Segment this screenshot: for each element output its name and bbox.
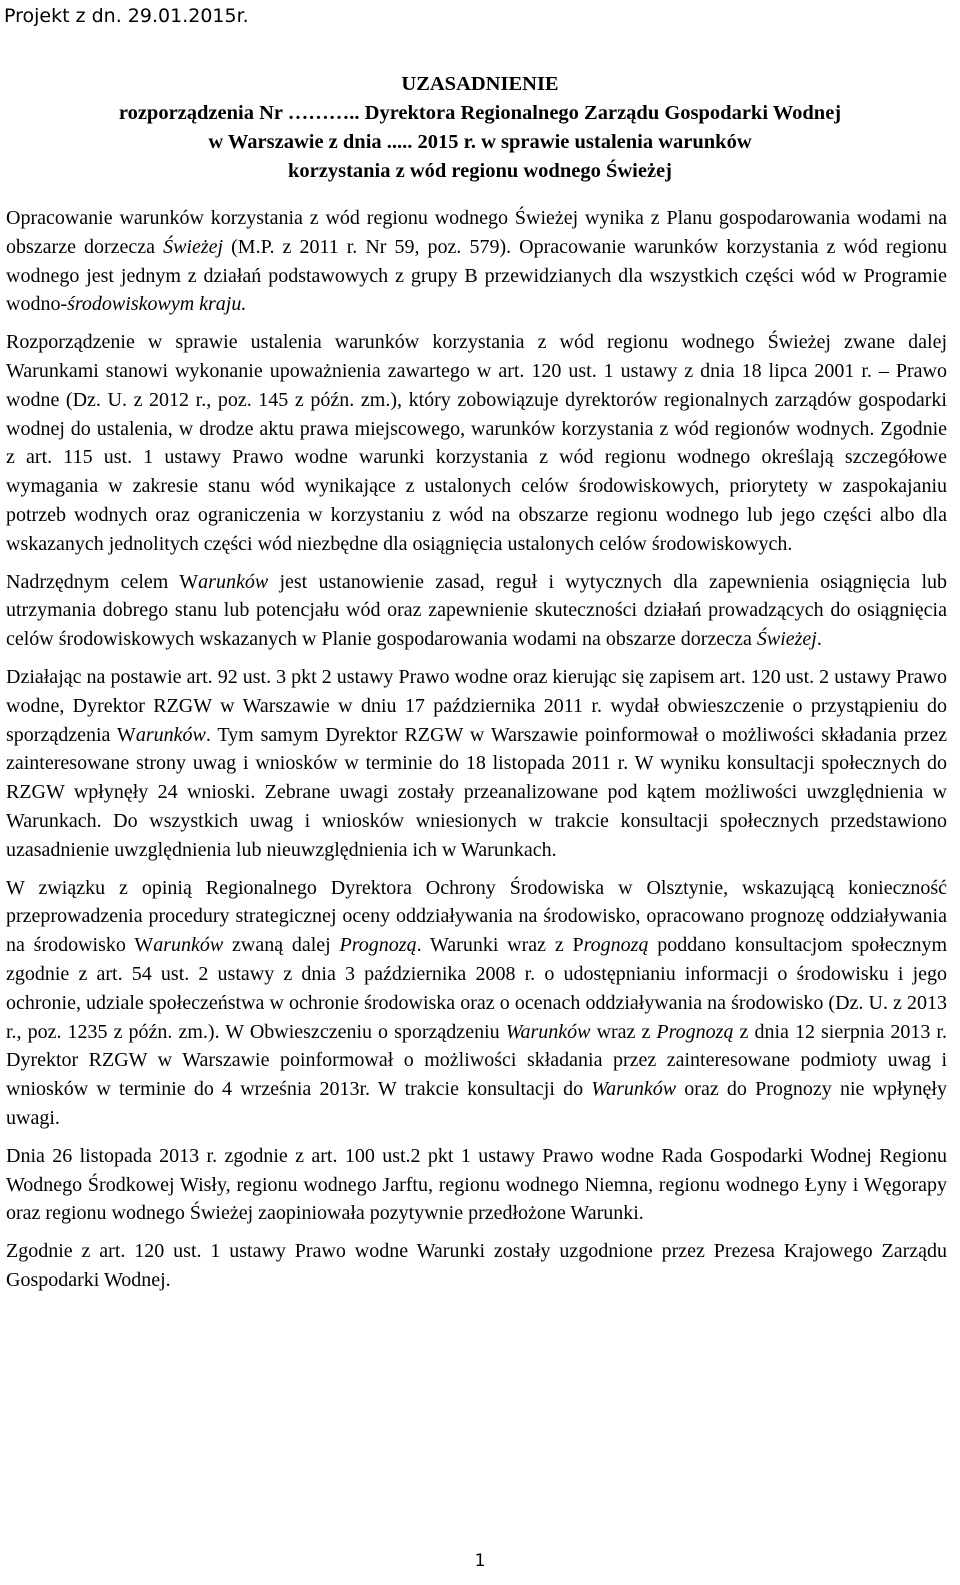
text-segment: Nadrzędnym celem W (6, 570, 199, 593)
italic-text: Warunków (591, 1078, 677, 1101)
text-segment: Zgodnie z art. 120 ust. 1 ustawy Prawo wodne Warunki zostały uzgodnione przez Prezesa Krajowego Zarządu Gospodarki Wodnej. (6, 1240, 947, 1291)
body-paragraph (6, 663, 947, 865)
text-segment: zwaną dalej (223, 934, 340, 957)
italic-text: Świeżej (163, 235, 224, 258)
text-segment: Rozporządzenie w sprawie ustalenia warunków korzystania z wód regionu wodnego Świeżej zwane dalej Warunkami stanowi wykonanie upoważnienia zawartego w art. 120 ust. 1 ustawy z dnia 18 lipca 2001 r. – Prawo wodne (Dz. U. z 2012 r., poz. 145 z późn. zm.), który zobowiązuje dyrektorów regionalnych zarządów gospodarki wodnej do ustalenia, w drodze aktu prawa miejscowego, warunków korzystania z wód regionów wodnych. Zgodnie z art. 115 ust. 1 ustawy Prawo wodne warunki korzystania z wód regionu wodnego określają szczegółowe wymagania w zakresie stanu wód wynikające z ustalonych celów środowiskowych, priorytety w zaspokajaniu potrzeb wodnych oraz ograniczenia w korzystaniu z wód na obszarze regionu wodnego lub jego części albo dla wskazanych jednolitych części wód niezbędne dla osiągnięcia ustalonych celów środowiskowych. (6, 331, 947, 555)
italic-text: Prognozą (339, 934, 417, 957)
document-body (6, 204, 947, 1304)
project-date-note: Projekt z dn. 29.01.2015r. (4, 5, 249, 27)
document-title (0, 70, 960, 186)
text-segment: . Warunki wraz z P (416, 934, 584, 957)
text-segment: z dnia 12 sierpnia 2013 r. Dyrektor RZGW w Warszawie poinformował o możliwości składania przez zainteresowane podmioty uwag i wniosków w terminie do 4 września 2013r. W trakcie konsultacji do (6, 1020, 947, 1101)
title-line: rozporządzenia Nr ……….. Dyrektora Regionalnego Zarządu Gospodarki Wodnej (118, 102, 842, 124)
text-segment: . Tym samym Dyrektor RZGW w Warszawie poinformował o możliwości składania przez zainteresowane strony uwag i wniosków w terminie do 18 listopada 2011 r. W wyniku konsultacji społecznych do RZGW wpłynęły 24 wnioski. Zebrane uwagi zostały przeanalizowane pod kątem możliwości uwzględnienia w Warunkach. Do wszystkich uwag i wniosków wniesionych w trakcie konsultacji społecznych przedstawiono uzasadnienie uwzględnienia lub nieuwzględnienia ich w Warunkach. (6, 723, 947, 861)
text-segment: Dnia 26 listopada 2013 r. zgodnie z art. 100 ust.2 pkt 1 ustawy Prawo wodne Rada Gospodarki Wodnej Regionu Wodnego Środkowej Wisły, regionu wodnego Jarftu, regionu wodnego Niemna, regionu wodnego Łyny i Węgorapy oraz regionu wodnego Świeżej zaopiniowała pozytywnie przedłożone Warunki. (6, 1144, 947, 1225)
text-segment: Działając na postawie art. 92 ust. 3 pkt 2 ustawy Prawo wodne oraz kierując się zapisem art. 120 ust. 2 ustawy Prawo wodne, Dyrektor RZGW w Warszawie w dniu 17 października 2011 r. wydał obwieszczenie o przystąpieniu do sporządzenia W (6, 665, 947, 746)
body-paragraph (6, 1142, 947, 1228)
italic-text: środowiskowym kraju. (67, 293, 247, 316)
title-line: w Warszawie z dnia ..... 2015 r. w sprawie ustalenia warunków (208, 131, 752, 153)
italic-text: arunków (153, 934, 224, 957)
italic-text: Świeżej (756, 628, 817, 651)
body-paragraph (6, 568, 947, 654)
italic-text: arunków (198, 570, 269, 593)
body-paragraph (6, 204, 947, 319)
body-paragraph (6, 874, 947, 1133)
body-paragraph (6, 1237, 947, 1295)
text-segment: . (816, 628, 822, 651)
text-segment: wraz z (590, 1020, 657, 1043)
text-segment: Opracowanie warunków korzystania z wód regionu wodnego Świeżej wynika z Planu gospodarowania wodami na obszarze dorzecza (6, 207, 947, 258)
body-paragraph (6, 328, 947, 558)
italic-text: arunków (135, 723, 206, 746)
text-segment: oraz do Prognozy nie wpłynęły uwagi. (6, 1078, 947, 1129)
italic-text: Prognozą (656, 1020, 734, 1043)
text-segment: poddano konsultacjom społecznym zgodnie z art. 54 ust. 2 ustawy z dnia 3 października 2008 r. o udostępnianiu informacji o środowisku i jego ochronie, udziale społeczeństwa w ochronie środowiska oraz o ocenach oddziaływania na środowisko (Dz. U. z 2013 r., poz. 1235 z późn. zm.). W Obwieszczeniu o sporządzeniu (6, 934, 947, 1043)
text-segment: W związku z opinią Regionalnego Dyrektora Ochrony Środowiska w Olsztynie, wskazującą konieczność przeprowadzenia procedury strategicznej oceny oddziaływania na środowisko, opracowano prognozę oddziaływania na środowisko W (6, 876, 947, 957)
page-number: 1 (474, 1551, 486, 1571)
text-segment: (M.P. z 2011 r. Nr 59, poz. 579). Opracowanie warunków korzystania z wód regionu wodnego jest jednym z działań podstawowych z grupy B przewidzianych dla wszystkich części wód w Programie wodno- (6, 235, 947, 316)
text-segment: jest ustanowienie zasad, reguł i wytycznych dla zapewnienia osiągnięcia lub utrzymania dobrego stanu lub potencjału wód oraz zapewnienie skuteczności działań prowadzących do osiągnięcia celów środowiskowych wskazanych w Planie gospodarowania wodami na obszarze dorzecza (6, 570, 948, 651)
italic-text: Warunków (505, 1020, 591, 1043)
italic-text: rognozą (583, 934, 649, 957)
title-line: korzystania z wód regionu wodnego Świeżej (288, 160, 672, 182)
title-line: UZASADNIENIE (401, 73, 559, 95)
